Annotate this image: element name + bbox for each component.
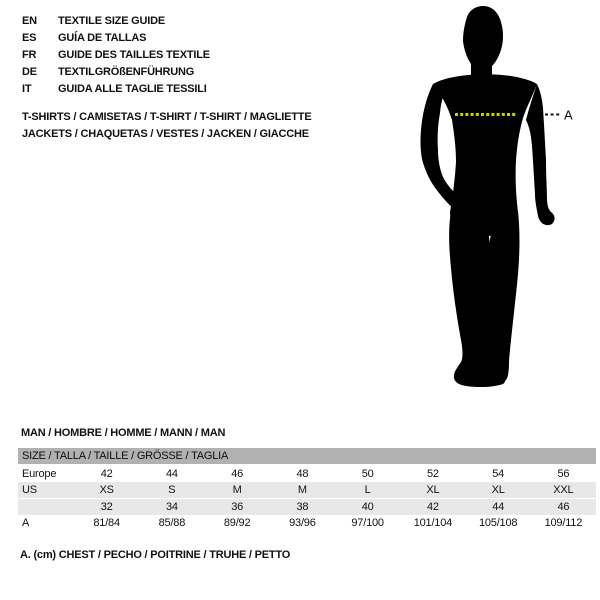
man-silhouette-shape (421, 6, 555, 387)
table-row (18, 466, 596, 482)
language-title: GUÍA DE TALLAS (58, 32, 147, 44)
size-table-header: SIZE / TALLA / TAILLE / GRÖSSE / TAGLIA (18, 448, 596, 464)
table-cell: 46 (231, 468, 244, 480)
table-row (18, 515, 596, 531)
table-cell: 93/96 (289, 517, 316, 529)
language-row (22, 81, 210, 98)
table-cell: M (232, 484, 242, 496)
table-row-label: US (22, 484, 37, 496)
man-silhouette-figure (405, 0, 600, 410)
size-table-body (18, 466, 596, 531)
table-cell: 89/92 (223, 517, 251, 529)
table-cell: 85/88 (158, 517, 186, 529)
table-cell: 52 (426, 468, 439, 480)
table-cell: 34 (165, 501, 178, 513)
table-cell: 48 (296, 468, 309, 480)
table-cell: XS (99, 484, 114, 496)
table-row (18, 498, 596, 515)
language-title: GUIDE DES TAILLES TEXTILE (58, 49, 210, 61)
language-row (22, 30, 210, 47)
language-code: FR (22, 49, 37, 61)
table-cell: 40 (361, 501, 374, 513)
table-cell: 42 (426, 501, 439, 513)
language-title: TEXTILGRÖßENFÜHRUNG (58, 66, 195, 78)
size-table (18, 448, 596, 531)
table-cell: 46 (557, 501, 570, 513)
language-title-list (22, 13, 210, 98)
table-cell: 36 (231, 501, 244, 513)
language-code: IT (22, 83, 32, 95)
table-cell: 50 (361, 468, 374, 480)
measure-label-a: A (564, 107, 573, 123)
table-cell: M (297, 484, 307, 496)
table-cell: 56 (557, 468, 570, 480)
table-cell: 105/108 (478, 517, 518, 529)
table-cell: 44 (165, 468, 178, 480)
table-cell: 32 (100, 501, 113, 513)
table-cell: 38 (296, 501, 309, 513)
language-code: EN (22, 15, 37, 27)
table-cell: L (364, 484, 371, 496)
table-cell: 109/112 (544, 517, 583, 529)
table-cell: 97/100 (351, 517, 384, 529)
language-title: GUIDA ALLE TAGLIE TESSILI (58, 83, 207, 95)
table-cell: XXL (553, 484, 574, 496)
language-row (22, 13, 210, 30)
table-cell: S (168, 484, 176, 496)
table-cell: XL (426, 484, 440, 496)
table-cell: 101/104 (413, 517, 453, 529)
category-jackets: JACKETS / CHAQUETAS / VESTES / JACKEN / GIACCHE (22, 128, 309, 140)
category-tshirts: T-SHIRTS / CAMISETAS / T-SHIRT / T-SHIRT / MAGLIETTE (22, 111, 312, 123)
table-cell: 44 (492, 501, 505, 513)
table-row-label: Europe (22, 468, 57, 480)
table-cell: 81/84 (93, 517, 120, 529)
garment-categories (22, 109, 311, 143)
language-row (22, 64, 210, 81)
table-row (18, 482, 596, 498)
table-cell: XL (491, 484, 505, 496)
section-title-man: MAN / HOMBRE / HOMME / MANN / MAN (21, 427, 226, 439)
language-code: DE (22, 66, 37, 78)
table-cell: 54 (492, 468, 505, 480)
language-row (22, 47, 210, 64)
table-row-label: A (22, 517, 30, 529)
footnote-chest: A. (cm) CHEST / PECHO / POITRINE / TRUHE / PETTO (20, 549, 291, 561)
language-code: ES (22, 32, 37, 44)
table-cell: 42 (100, 468, 113, 480)
language-title: TEXTILE SIZE GUIDE (58, 15, 166, 27)
